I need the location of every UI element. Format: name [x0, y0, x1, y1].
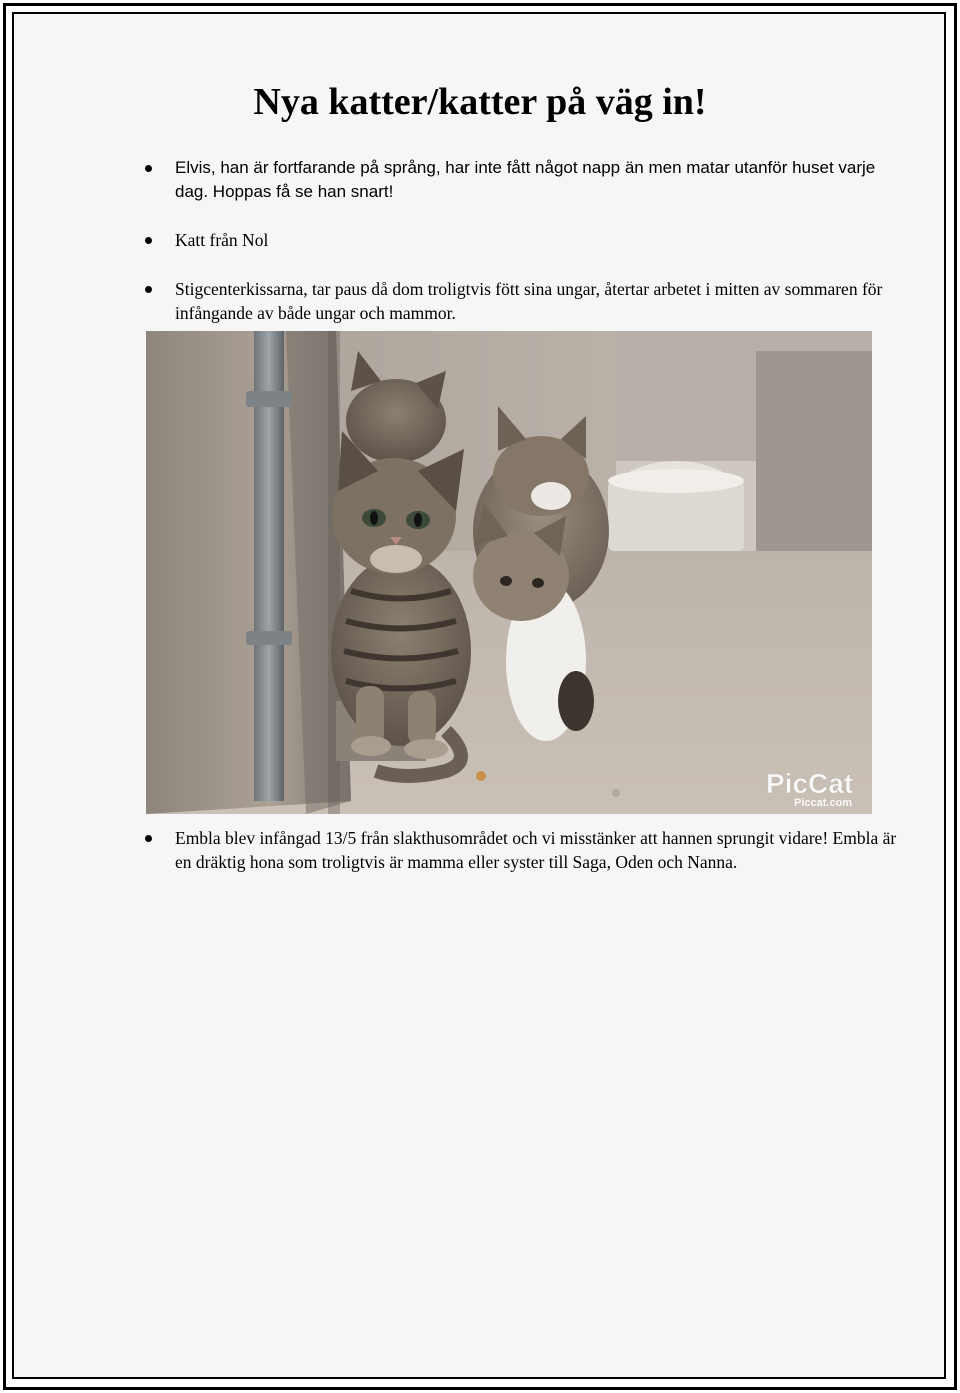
list-item-text: Elvis, han är fortfarande på språng, har inte fått något napp än men matar utanför huset varje dag. Hoppas få se han snart!: [175, 158, 876, 201]
list-item: [175, 156, 910, 204]
list-item: [175, 826, 910, 874]
list-item-text: Katt från Nol: [175, 230, 269, 250]
watermark-logo: PicCat: [766, 768, 854, 799]
bullet-icon: [145, 237, 152, 244]
bullet-icon: [145, 165, 152, 172]
list-item-text: Embla blev infångad 13/5 från slakthusområdet och vi misstänker att hannen sprungit vidare! Embla är en dräktig hona som troligtvis är mamma eller syster till Saga, Oden och Nanna.: [175, 828, 897, 872]
bullet-icon: [145, 835, 152, 842]
watermark-url: Piccat.com: [794, 797, 853, 809]
list-item: [175, 228, 910, 252]
list-item: [175, 277, 910, 325]
page-title: Nya katter/katter på väg in!: [253, 81, 707, 123]
kittens-photo: [146, 331, 872, 814]
bullet-icon: [145, 286, 152, 293]
list-item-text: Stigcenterkissarna, tar paus då dom troligtvis fött sina ungar, återtar arbetet i mitten av sommaren för infångande av både ungar och mammor.: [175, 279, 883, 323]
